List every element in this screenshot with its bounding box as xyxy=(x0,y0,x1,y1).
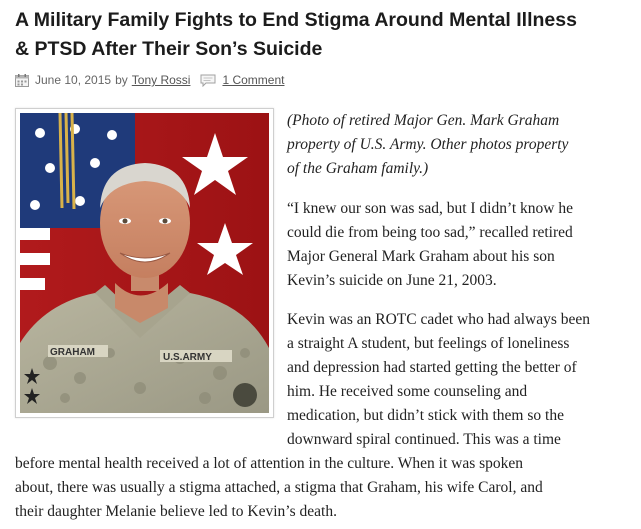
author-link[interactable]: Tony Rossi xyxy=(131,73,191,87)
kevin-paragraph-side xyxy=(287,308,632,452)
kevin-paragraph-full xyxy=(15,452,635,524)
branch-tape-text: U.S.ARMY xyxy=(163,352,212,363)
kevin-line: downward spiral continued. This was a time xyxy=(287,431,561,448)
by-label: by xyxy=(115,73,128,87)
kevin-line: before mental health received a lot of attention in the culture. When it was spoken xyxy=(15,455,524,472)
caption-line: (Photo of retired Major Gen. Mark Graham xyxy=(287,112,560,129)
kevin-line: a straight A student, but feelings of loneliness xyxy=(287,335,570,352)
calendar-icon xyxy=(15,74,29,87)
quote-line: Major General Mark Graham about his son xyxy=(287,248,555,265)
quote-paragraph xyxy=(287,197,632,293)
quote-line: Kevin’s suicide on June 21, 2003. xyxy=(287,272,497,289)
comments-link[interactable]: 1 Comment xyxy=(222,73,285,87)
quote-line: “I knew our son was sad, but I didn’t know he xyxy=(287,200,573,217)
kevin-line: him. He received some counseling and xyxy=(287,383,528,400)
general-portrait-photo xyxy=(15,108,274,418)
post-date: June 10, 2015 xyxy=(35,73,112,87)
comment-icon xyxy=(200,74,216,87)
article-title xyxy=(15,6,630,64)
article-title-line-1: A Military Family Fights to End Stigma Around Mental Illness xyxy=(15,9,577,31)
quote-line: could die from being too sad,” recalled retired xyxy=(287,224,573,241)
caption-line: property of U.S. Army. Other photos property xyxy=(287,136,569,153)
name-tape-text: GRAHAM xyxy=(50,347,95,358)
kevin-line: their daughter Melanie believe led to Kevin’s death. xyxy=(15,503,337,520)
photo-caption xyxy=(287,109,632,181)
kevin-line: Kevin was an ROTC cadet who had always been xyxy=(287,311,591,328)
article-title-line-2: & PTSD After Their Son’s Suicide xyxy=(15,38,323,60)
caption-line: of the Graham family.) xyxy=(287,160,429,177)
post-meta xyxy=(15,71,284,89)
kevin-line: medication, but didn’t stick with them so the xyxy=(287,407,564,424)
kevin-line: and depression had started getting the better of xyxy=(287,359,577,376)
kevin-line: about, there was usually a stigma attached, a stigma that Graham, his wife Carol, and xyxy=(15,479,543,496)
